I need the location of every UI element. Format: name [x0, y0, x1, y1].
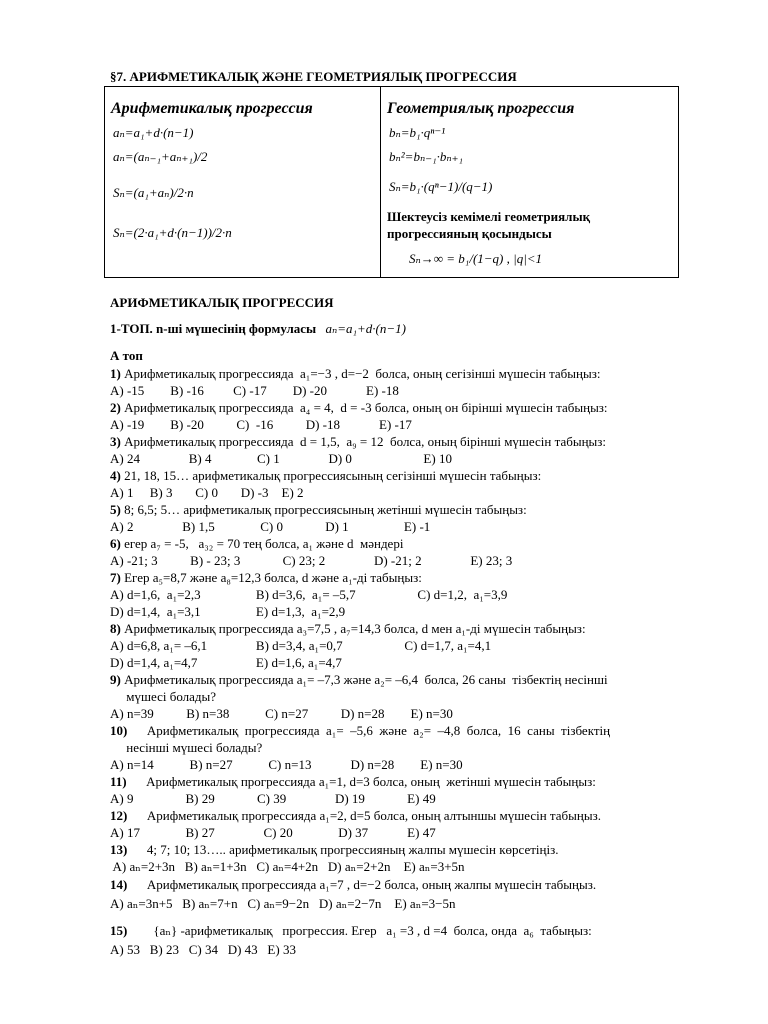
line-text: A) 17 B) 27 C) 20 D) 37 E) 47 — [110, 825, 436, 840]
topic-heading — [110, 321, 406, 337]
line-text: A) -19 B) -20 C) -16 D) -18 E) -17 — [110, 417, 412, 432]
infinite-sum-formula: Sₙ→∞ = b₁/(1−q) , |q|<1 — [409, 251, 543, 266]
question-number: 7) — [110, 570, 121, 585]
exercise-answers — [110, 553, 512, 569]
topic-formula: aₙ=a₁+d·(n−1) — [325, 321, 406, 336]
exercise-question — [110, 842, 559, 858]
question-number: 8) — [110, 621, 121, 636]
question-number: 3) — [110, 434, 121, 449]
exercise-answers — [110, 791, 436, 807]
line-text: A) 9 B) 29 C) 39 D) 19 E) 49 — [110, 791, 436, 806]
line-text: 21, 18, 15… арифметикалық прогрессиясының сегізінші мүшесін табыңыз: — [120, 468, 542, 483]
infinite-note-line1: Шектеусіз кемімелі геометриялық — [387, 209, 591, 224]
exercise-answers — [110, 757, 463, 773]
arith-formula-sum1: Sₙ=(a₁+aₙ)/2·n — [113, 185, 194, 200]
exercise-answers — [110, 485, 304, 501]
line-text: A) aₙ=3n+5 B) aₙ=7+n C) aₙ=9−2n D) aₙ=2−7n E) aₙ=3−5n — [110, 896, 456, 911]
line-text: A) -21; 3 B) - 23; 3 C) 23; 2 D) -21; 2 E) 23; 3 — [110, 553, 513, 568]
arithmetic-heading: Арифметикалық прогрессия — [111, 100, 313, 117]
exercise-answers — [110, 706, 453, 722]
exercise-question — [110, 723, 610, 739]
geom-formula-sum: Sₙ=b₁·(qⁿ−1)/(q−1) — [389, 179, 493, 194]
line-text: {aₙ} -арифметикалық прогрессия. Егер a₁ =3 , d =4 болса, онда a₆ табыңыз: — [127, 923, 592, 938]
exercise-question — [110, 468, 541, 484]
line-text: Арифметикалық прогрессияда d = 1,5, a₉ = 12 болса, оның бірінші мүшесін табыңыз: — [120, 434, 607, 449]
exercise-answers — [110, 519, 430, 535]
chapter-title: §7. АРИФМЕТИКАЛЫҚ ЖӘНЕ ГЕОМЕТРИЯЛЫҚ ПРОГРЕССИЯ — [110, 69, 517, 84]
arithmetic-column — [105, 87, 381, 277]
line-text: Арифметикалық прогрессияда a₄ = 4, d = -3 болса, оның он бірінші мүшесін табыңыз: — [120, 400, 608, 415]
exercise-answers — [110, 896, 456, 912]
line-text: A) 2 B) 1,5 C) 0 D) 1 E) -1 — [110, 519, 431, 534]
line-text: A) 1 B) 3 C) 0 D) -3 E) 2 — [110, 485, 304, 500]
arith-formula-mean: aₙ=(aₙ₋₁+aₙ₊₁)/2 — [113, 149, 208, 164]
line-text: Арифметикалық прогрессияда a₁= –5,6 және a₂= –4,8 болса, 16 саны тізбектің — [127, 723, 611, 738]
question-number: 6) — [110, 536, 121, 551]
question-number: 13) — [110, 842, 128, 857]
question-number: 5) — [110, 502, 121, 517]
formula-table — [104, 86, 679, 278]
question-number: 2) — [110, 400, 121, 415]
exercise-answers — [110, 451, 452, 467]
question-number: 1) — [110, 366, 121, 381]
line-text: A) d=6,8, a₁= –6,1 B) d=3,4, a₁=0,7 C) d=1,7, a₁=4,1 — [110, 638, 492, 653]
line-text: Егер a₅=8,7 және a₈=12,3 болса, d және a₁-ді табыңыз: — [120, 570, 422, 585]
exercise-question — [110, 774, 596, 790]
exercise-question — [110, 434, 606, 450]
exercise-answers — [110, 655, 342, 671]
line-text: A) n=14 B) n=27 C) n=13 D) n=28 E) n=30 — [110, 757, 463, 772]
line-text: 4; 7; 10; 13….. арифметикалық прогрессияның жалпы мүшесін көрсетіңіз. — [127, 842, 559, 857]
line-text: A) -15 B) -16 C) -17 D) -20 E) -18 — [110, 383, 399, 398]
exercise-answers — [110, 587, 507, 603]
exercise-answers — [110, 417, 412, 433]
geometric-heading: Геометриялық прогрессия — [387, 100, 575, 117]
exercise-question — [110, 672, 608, 688]
exercise-answers — [110, 859, 465, 875]
infinite-note-line2: прогрессияның қосындысы — [387, 226, 552, 241]
line-text: Арифметикалық прогрессияда a₁=1, d=3 болса, оның жетінші мүшесін табыңыз: — [126, 774, 596, 789]
exercise-question — [110, 808, 601, 824]
line-text: A) d=1,6, a₁=2,3 B) d=3,6, a₁= –5,7 C) d=1,2, a₁=3,9 — [110, 587, 508, 602]
question-number: 12) — [110, 808, 128, 823]
line-text: Арифметикалық прогрессияда a₁=2, d=5 болса, оның алтыншы мүшесін табыңыз. — [127, 808, 601, 823]
exercise-question — [110, 366, 600, 382]
section-heading: АРИФМЕТИКАЛЫҚ ПРОГРЕССИЯ — [110, 295, 334, 310]
line-text: A) aₙ=2+3n B) aₙ=1+3n C) aₙ=4+2n D) aₙ=2+2n E) aₙ=3+5n — [110, 859, 465, 874]
exercise-answers — [110, 383, 399, 399]
line-text: D) d=1,4, a₁=4,7 E) d=1,6, a₁=4,7 — [110, 655, 342, 670]
line-text: A) 53 B) 23 C) 34 D) 43 E) 33 — [110, 942, 296, 957]
line-text: егер a₇ = -5, a₃₂ = 70 тең болса, a₁ және d мәндері — [120, 536, 404, 551]
line-text: Арифметикалық прогрессияда a₃=7,5 , a₇=14,3 болса, d мен a₁-ді мүшесін табыңыз: — [120, 621, 586, 636]
exercise-answers — [110, 689, 216, 705]
question-number: 11) — [110, 774, 127, 789]
topic-label: 1-ТОП. n-ші мүшесінің формуласы — [110, 321, 317, 336]
exercise-answers — [110, 825, 436, 841]
arith-formula-nth: aₙ=a₁+d·(n−1) — [113, 125, 194, 140]
exercise-question — [110, 570, 422, 586]
exercise-answers — [110, 740, 262, 756]
line-text: A) 24 B) 4 C) 1 D) 0 E) 10 — [110, 451, 452, 466]
exercise-question — [110, 502, 527, 518]
line-text: 8; 6,5; 5… арифметикалық прогрессиясының жетінші мүшесін табыңыз: — [120, 502, 527, 517]
question-number: 4) — [110, 468, 121, 483]
question-number: 10) — [110, 723, 128, 738]
question-number: 9) — [110, 672, 121, 687]
question-number: 14) — [110, 877, 128, 892]
line-text: Арифметикалық прогрессияда a₁=7 , d=−2 болса, оның жалпы мүшесін табыңыз. — [127, 877, 597, 892]
geom-formula-nth: bₙ=b₁·qⁿ⁻¹ — [389, 125, 446, 140]
question-number: 15) — [110, 923, 128, 938]
line-text: мүшесі болады? — [110, 689, 217, 704]
line-text: D) d=1,4, a₁=3,1 E) d=1,3, a₁=2,9 — [110, 604, 346, 619]
geometric-column — [381, 87, 677, 277]
line-text: A) n=39 B) n=38 C) n=27 D) n=28 E) n=30 — [110, 706, 453, 721]
line-text: Арифметикалық прогрессияда a₁= –7,3 және a₂= –6,4 болса, 26 саны тізбектің несінші — [120, 672, 608, 687]
group-heading: А топ — [110, 348, 143, 363]
geom-formula-mean: bₙ²=bₙ₋₁·bₙ₊₁ — [389, 149, 463, 164]
exercise-question — [110, 877, 596, 893]
exercise-question — [110, 400, 608, 416]
exercise-question — [110, 621, 586, 637]
arith-formula-sum2: Sₙ=(2·a₁+d·(n−1))/2·n — [113, 225, 232, 240]
exercise-answers — [110, 942, 296, 958]
exercise-question — [110, 923, 592, 939]
exercise-answers — [110, 604, 345, 620]
exercise-answers — [110, 638, 491, 654]
line-text: Арифметикалық прогрессияда a₁=−3 , d=−2 болса, оның сегізінші мүшесін табыңыз: — [120, 366, 601, 381]
line-text: несінші мүшесі болады? — [110, 740, 263, 755]
exercise-question — [110, 536, 403, 552]
